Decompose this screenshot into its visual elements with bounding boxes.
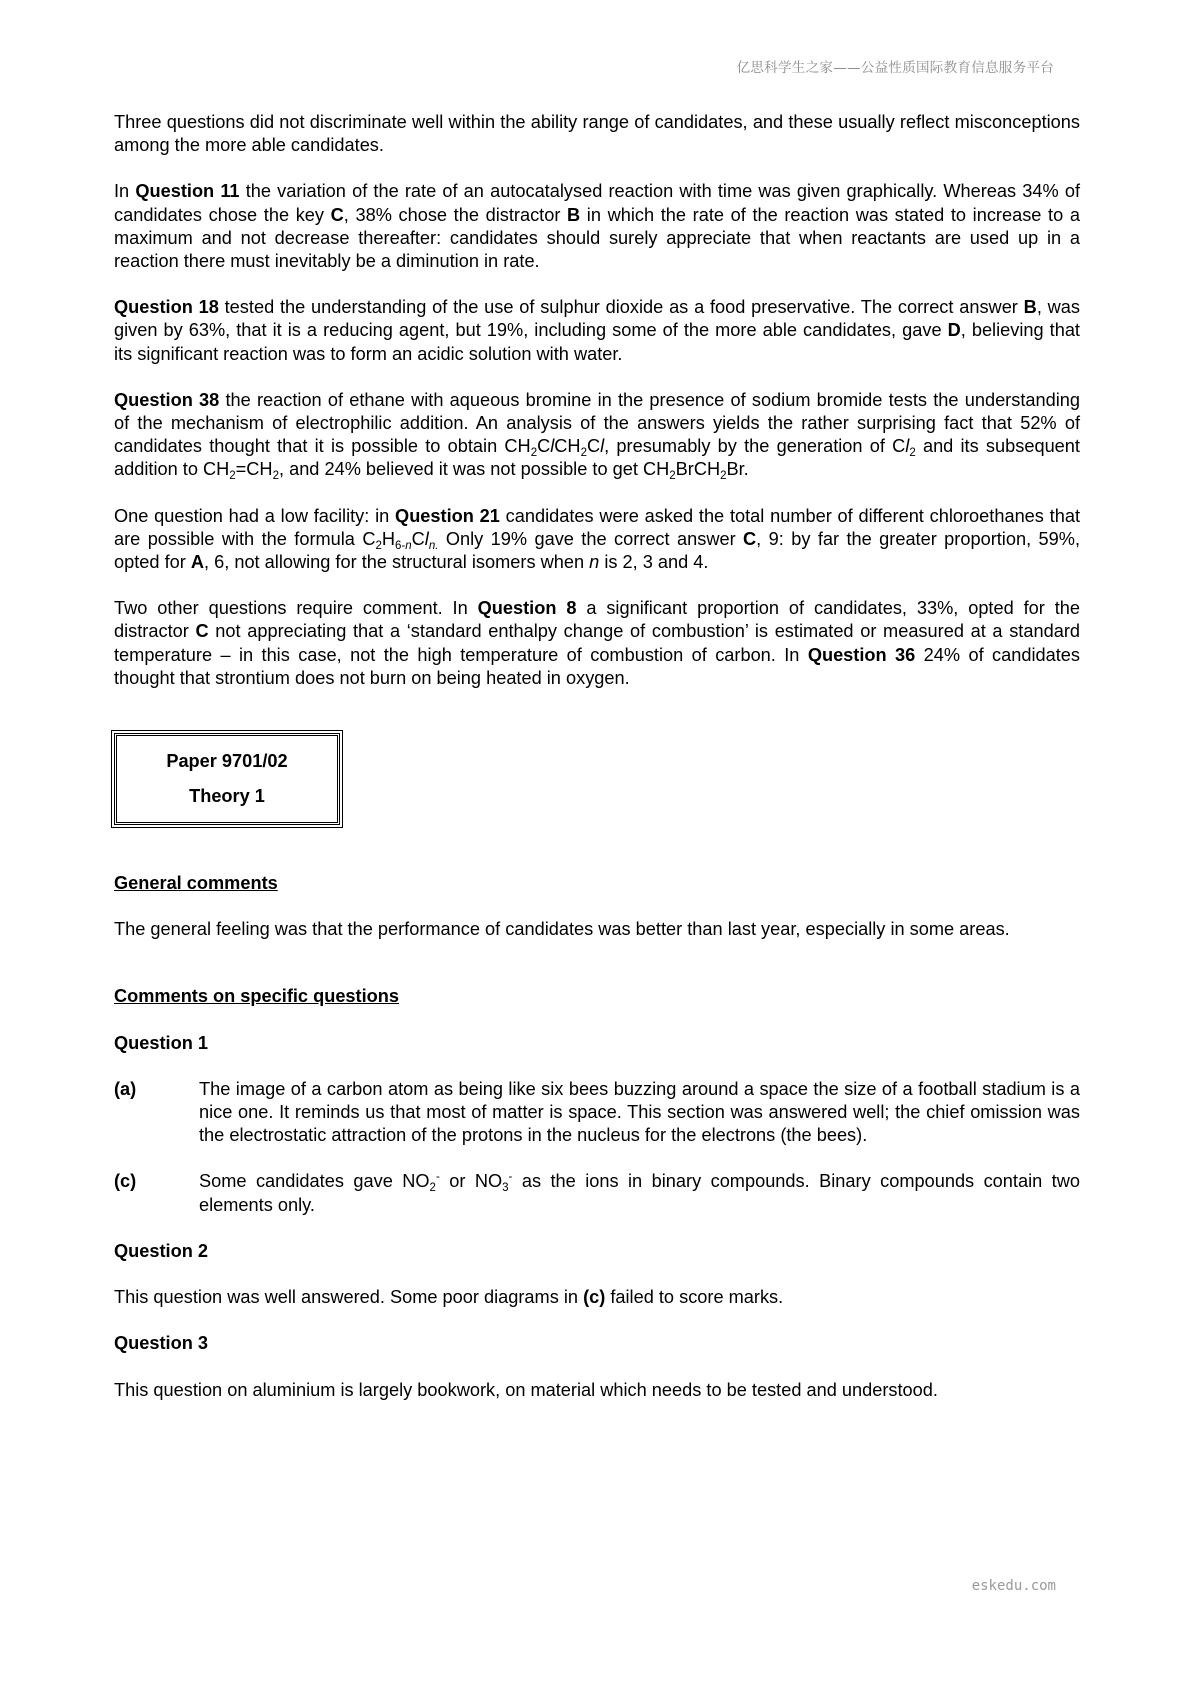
subscript: 2 [909, 447, 916, 460]
question-1a-item [114, 1078, 1080, 1148]
chem-fragment: C [411, 528, 425, 549]
subscript: 2 [229, 470, 236, 483]
text-fragment: Two other questions require comment. In [114, 598, 478, 619]
chem-fragment: C [537, 436, 551, 457]
text-fragment: is 2, 3 and 4. [599, 552, 709, 573]
question-ref: Question 8 [477, 598, 577, 619]
general-comments-text [114, 918, 1080, 941]
subscript: 2 [720, 470, 727, 483]
subscript-italic: n. [428, 539, 439, 552]
part-label: (a) [114, 1078, 137, 1099]
site-footer: eskedu.com [971, 1578, 1056, 1594]
paragraph-questions-8-36 [114, 597, 1080, 690]
subscript: 2 [580, 447, 587, 460]
specific-comments-heading: Comments on specific questions [114, 986, 399, 1007]
answer-distractor: B [567, 204, 581, 225]
subscript-formula [395, 540, 412, 552]
subscript: 2 [530, 447, 538, 460]
subscript: 2 [429, 1182, 436, 1195]
text-fragment: , was given by 63%, that it is a reducing agent, but 19%, including some of the more able candidates, gave [114, 297, 1080, 341]
text-fragment: not appreciating that a ‘standard enthalpy change of combustion’ is estimated or measured at a standard temperature – in this case, not the high temperature of combustion of carbon. In [114, 621, 1080, 665]
part-label: (c) [114, 1171, 137, 1192]
text-fragment: The general feeling was that the performance of candidates was better than last year, especially in some areas. [114, 919, 1010, 940]
intro-paragraph-discrimination [114, 111, 1080, 157]
subscript: 3 [502, 1182, 509, 1195]
text-fragment: 24% of candidates thought that strontium does not burn on being heated in oxygen. [114, 644, 1080, 688]
subscript-part: 6- [395, 539, 406, 552]
text-fragment: Some candidates gave NO [199, 1171, 430, 1192]
answer-key: C [743, 528, 757, 549]
text-fragment: One question had a low facility: in [114, 505, 396, 526]
chem-fragment: C [586, 436, 601, 457]
text-fragment: , 9: by far the greater proportion, 59%, opted for [114, 528, 1080, 573]
subscript: 2 [375, 539, 382, 552]
text-fragment: the reaction of ethane with aqueous bromine in the presence of sodium bromide tests the understanding of the mechanism of electrophilic addition. An analysis of the answers yields the rather surprising fact that 52% of candidates thought that it is possible to obtain CH [114, 389, 1080, 457]
question-2-text [114, 1286, 1080, 1309]
paragraph-question-38 [114, 389, 1080, 482]
answer-distractor: D [947, 320, 961, 341]
answer-key: C [330, 204, 344, 225]
part-text: The image of a carbon atom as being like six bees buzzing around a space the size of a football stadium is a nice one. It reminds us that most of matter is space. This section was answered well; the chief omission was the electrostatic attraction of the protons in the nucleus for the electrons (the bees). [199, 1078, 1080, 1146]
text-fragment: a significant proportion of candidates, 33%, opted for the distractor [114, 598, 1080, 642]
paper-theory-title: Theory 1 [189, 786, 265, 807]
text-fragment: This question was well answered. Some poor diagrams in [114, 1287, 584, 1308]
page-content [114, 111, 1080, 1425]
question-ref: Question 38 [114, 389, 220, 410]
text-fragment: and its subsequent addition to CH [114, 436, 1080, 480]
paper-title-box-inner [117, 736, 337, 822]
intro-text: Three questions did not discriminate well within the ability range of candidates, and these usually reflect misconceptions among the more able candidates. [114, 112, 1080, 156]
part-ref: (c) [583, 1287, 606, 1308]
question-1-heading: Question 1 [114, 1032, 208, 1053]
chem-fragment: =CH [235, 459, 273, 480]
answer-distractor: A [190, 552, 204, 573]
text-fragment: as the ions in binary compounds. Binary compounds contain two elements only. [199, 1171, 1080, 1215]
subscript: 2 [669, 470, 676, 483]
text-fragment: , 38% chose the distractor [343, 204, 568, 225]
paragraph-question-11 [114, 180, 1080, 273]
answer-key: B [1023, 297, 1037, 318]
chem-italic: l [424, 528, 429, 549]
chem-italic: l [905, 436, 910, 457]
superscript: - [435, 1171, 440, 1184]
text-fragment: , believing that its significant reaction was to form an acidic solution with water. [114, 320, 1080, 364]
text-fragment: or NO [439, 1171, 503, 1192]
paragraph-question-18 [114, 296, 1080, 366]
text-fragment: the variation of the rate of an autocatalysed reaction with time was given graphically. Whereas 34% of candidates chose the key [114, 181, 1080, 225]
subscript: 2 [272, 470, 279, 483]
superscript: - [508, 1171, 513, 1184]
paper-code: Paper 9701/02 [166, 751, 288, 772]
question-3-text [114, 1379, 1080, 1402]
general-comments-heading: General comments [114, 873, 278, 894]
question-ref: Question 18 [114, 297, 219, 318]
chem-italic: l [600, 436, 605, 457]
chem-italic: l [550, 436, 555, 457]
paragraph-question-21 [114, 505, 1080, 575]
question-3-heading: Question 3 [114, 1333, 208, 1354]
site-header-note: 亿思科学生之家——公益性质国际教育信息服务平台 [736, 60, 1054, 76]
chem-fragment: H [381, 528, 396, 549]
text-fragment: Only 19% gave the correct answer [438, 528, 744, 549]
question-ref: Question 11 [135, 181, 240, 202]
subscript-italic: n [405, 539, 412, 552]
subscript-formula [429, 540, 439, 552]
text-fragment: in which the rate of the reaction was stated to increase to a maximum and not decrease thereafter: candidates should surely appreciate that when reactants are used up in a reaction there must inevitably be a diminution in rate. [114, 204, 1080, 272]
text-fragment: candidates were asked the total number of different chloroethanes that are possible with the formula C [114, 505, 1080, 549]
text-fragment: , 6, not allowing for the structural isomers when [204, 552, 590, 573]
text-fragment: , and 24% believed it was not possible to get CH [278, 459, 670, 480]
question-ref: Question 36 [807, 644, 916, 665]
text-fragment: This question on aluminium is largely bookwork, on material which needs to be tested and understood. [114, 1379, 938, 1400]
text-fragment: , presumably by the generation of C [604, 436, 906, 457]
text-fragment: failed to score marks. [605, 1287, 784, 1308]
text-fragment: In [114, 181, 136, 202]
italic-variable: n [589, 552, 600, 573]
question-2-heading: Question 2 [114, 1240, 208, 1261]
part-text [199, 1170, 1080, 1216]
question-ref: Question 21 [395, 505, 500, 526]
answer-distractor: C [195, 621, 209, 642]
text-fragment: Br. [726, 459, 749, 480]
text-fragment: tested the understanding of the use of sulphur dioxide as a food preservative. The correct answer [218, 297, 1024, 318]
text-fragment: BrCH [675, 459, 721, 480]
question-1c-item [114, 1170, 1080, 1216]
chem-fragment: CH [554, 436, 581, 457]
paper-title-box [114, 733, 340, 825]
